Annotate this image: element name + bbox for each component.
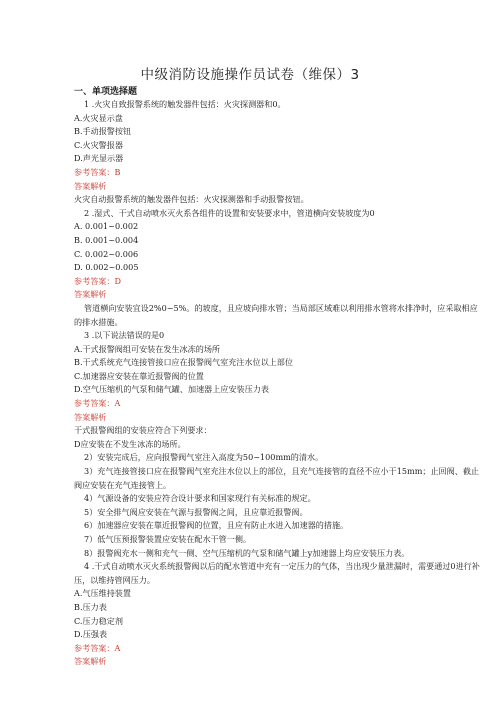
question-3-answer: 参考答案：A bbox=[74, 398, 121, 409]
question-4-option-b: B.压力表 bbox=[74, 601, 107, 612]
section-heading: 一、单项选择题 bbox=[74, 87, 138, 97]
question-3-analysis-line: 5）安全排气阀应安装在气源与报警阀之间，且应靠近报警阀。 bbox=[84, 506, 308, 517]
question-3-option-b: B.干式系统充气连接管接口应在报警阀气室充注水位以上部位 bbox=[74, 357, 293, 368]
question-3-analysis-line: 4）气源设备的安装应符合设计要求和国家现行有关标准的规定。 bbox=[84, 493, 316, 504]
question-4-option-d: D.压强表 bbox=[74, 629, 108, 640]
question-4-answer: 参考答案：A bbox=[74, 642, 121, 653]
question-1-option-a: A.火灾显示盘 bbox=[74, 112, 123, 123]
question-3-stem: 3 .以下说法错误的是0 bbox=[84, 330, 165, 341]
question-3-analysis-line: 2）安装完成后，应向报警阀气室注入高度为50~100mm的清水。 bbox=[84, 452, 324, 463]
question-4-option-c: C.压力稳定剂 bbox=[74, 615, 123, 626]
question-2-option-a: A. 0.001~0.002 bbox=[74, 221, 139, 232]
question-3-analysis-line: D应安装在不发生冰冻的场所。 bbox=[74, 438, 186, 449]
question-1-answer: 参考答案：B bbox=[74, 166, 121, 177]
question-1-option-c: C.火灾警报器 bbox=[74, 139, 123, 150]
question-3-analysis-line: 7）低气压预报警装置应安装在配水干管一侧。 bbox=[84, 534, 252, 544]
question-3-analysis-line: 8）报警阀充水一侧和充气一侧、空气压缩机的气泵和储气罐上y加速器上均应安装压力表。 bbox=[84, 547, 410, 558]
question-1-stem: 1 .火灾自致报警系统的触发器件包括：火灾探测器和0。 bbox=[84, 99, 286, 109]
question-3-analysis-line: 6）加速器应安装在靠近报警阀的位置，且应有防止水进入加速器的措施。 bbox=[84, 520, 349, 531]
question-2-analysis: 管道横向安装宜设2%0~5%。的坡度，且应坡向排水管；当局部区域难以利用排水管将水排净时，应采取相应的排水措施。 bbox=[74, 302, 478, 327]
question-2-option-d: D. 0.002~0.005 bbox=[74, 262, 139, 273]
question-2-option-c: C. 0.002~0.006 bbox=[74, 248, 139, 259]
question-1-option-b: B.手动报警按钮 bbox=[74, 126, 132, 137]
question-1-analysis-label: 答案解析 bbox=[74, 180, 107, 191]
question-4-stem: 4 .干式自动喷水灭火系统报警阀以后的配水管道中充有一定压力的气体，当出现少量泄漏时，需要通过0进行补压，以维持管网压力。 bbox=[74, 561, 480, 585]
question-3-analysis-label: 答案解析 bbox=[74, 411, 107, 422]
question-2-option-b: B. 0.001~0.004 bbox=[74, 234, 139, 245]
question-1-option-d: D.声光显示器 bbox=[74, 153, 124, 164]
question-2-analysis-label: 答案解析 bbox=[74, 289, 107, 300]
question-4-option-a: A.气压维持装置 bbox=[74, 588, 131, 599]
question-3-option-a: A.干式报警阀组可安装在发生冰冻的场所 bbox=[74, 343, 221, 354]
question-2-answer: 参考答案：D bbox=[74, 275, 121, 286]
question-3-analysis-line: 3）充气连接管接口应在报警阀气室充注水位以上的部位，且充气连接管的直径不应小于15mm；止回阀、截止阀应安装在充气连接管上。 bbox=[74, 466, 480, 490]
question-2-stem: 2 .湿式、干式自动喷水灭火系各组件的设置和安装要求中，管道横向安装坡度为0 bbox=[84, 207, 375, 218]
question-3-analysis-line: 干式报警阀组的安装应符合下列要求： bbox=[74, 425, 212, 436]
question-4-analysis-label: 答案解析 bbox=[74, 656, 107, 667]
question-list bbox=[74, 98, 484, 669]
question-3-option-d: D.空气压缩机的气泵和储气罐、加速器上应安装压力表 bbox=[74, 384, 269, 395]
question-3-option-c: C.加速器应安装在靠近报警阀的位置 bbox=[74, 370, 204, 381]
page-title: 中级消防设施操作员试卷（维保）3 bbox=[140, 67, 360, 83]
question-1-analysis: 火灾自动报警系统的触发器件包括：火灾探测器和手动报警按钮。 bbox=[74, 194, 309, 205]
